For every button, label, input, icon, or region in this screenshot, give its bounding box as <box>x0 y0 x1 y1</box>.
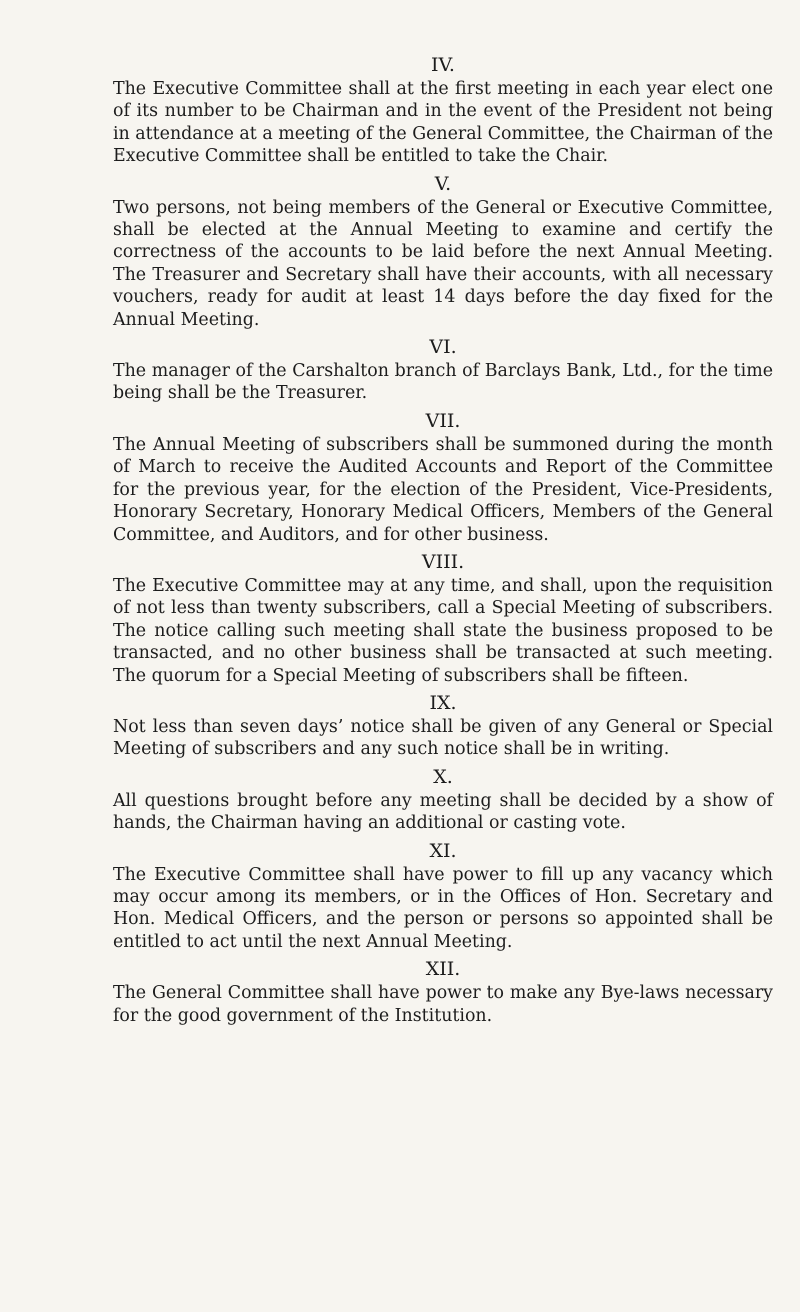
section-number: IV. <box>431 54 455 76</box>
section-number: VII. <box>425 409 461 432</box>
rule-section-viii <box>113 549 773 687</box>
section-number: VIII. <box>421 550 465 573</box>
section-number: VI. <box>429 336 457 359</box>
section-text: The General Committee shall have power to make any Bye-laws necessary for the good government of the Institution. <box>113 983 773 1026</box>
section-text: The manager of the Carshalton branch of Barclays Bank, Ltd., for the time being shall be the Treasurer. <box>113 361 773 404</box>
section-text: The Annual Meeting of subscribers shall be summoned during the month of March to receive the Audited Accounts and Report of the Committee for the previous year, for the election of the President, Vice-Presidents, Honorary Secretary, Honorary Medical Officers, Members of the General Committee, and Auditors, and for other business. <box>113 434 773 545</box>
rule-section-x <box>113 764 773 835</box>
rule-section-xi <box>113 838 773 954</box>
section-number: IX. <box>429 691 457 714</box>
section-text: The Executive Committee shall have power to fill up any vacancy which may occur among its members, or in the Offices of Hon. Secretary and Hon. Medical Officers, and the person or persons so appointed shall be entitled to act until the next Annual Meeting. <box>113 864 773 952</box>
rule-section-vi <box>113 334 773 405</box>
rule-section-v <box>113 171 773 331</box>
rule-section-vii <box>113 408 773 546</box>
section-number: V. <box>434 172 452 195</box>
section-text: Not less than seven days’ notice shall be given of any General or Special Meeting of subscribers and any such notice shall be in writing. <box>113 716 773 760</box>
rule-section-iv <box>113 52 773 168</box>
section-text: All questions brought before any meeting shall be decided by a show of hands, the Chairman having an additional or casting vote. <box>113 790 773 834</box>
rule-section-ix <box>113 690 773 761</box>
section-text: The Executive Committee shall at the first meeting in each year elect one of its number to be Chairman and in the event of the President not being in attendance at a meeting of the General Committee, the Chairman of the Executive Committee shall be entitled to take the Chair. <box>113 79 773 167</box>
section-number: XII. <box>425 958 461 981</box>
section-text: Two persons, not being members of the General or Executive Committee, shall be elected at the Annual Meeting to examine and certify the correctness of the accounts to be laid before the next Annual Meeting. The Treasurer and Secretary shall have their accounts, with all necessary vouchers, ready for audit at least 14 days before the day fixed for the Annual Meeting. <box>113 197 773 330</box>
section-number: X. <box>433 765 453 788</box>
section-text: The Executive Committee may at any time, and shall, upon the requisition of not less than twenty subscribers, call a Special Meeting of subscribers. The notice calling such meeting shall state the business proposed to be transacted, and no other business shall be transacted at such meeting. The quorum for a Special Meeting of subscribers shall be fifteen. <box>113 575 773 686</box>
rule-section-xii <box>113 956 773 1027</box>
section-number: XI. <box>429 839 457 862</box>
rules-text <box>113 52 773 1030</box>
